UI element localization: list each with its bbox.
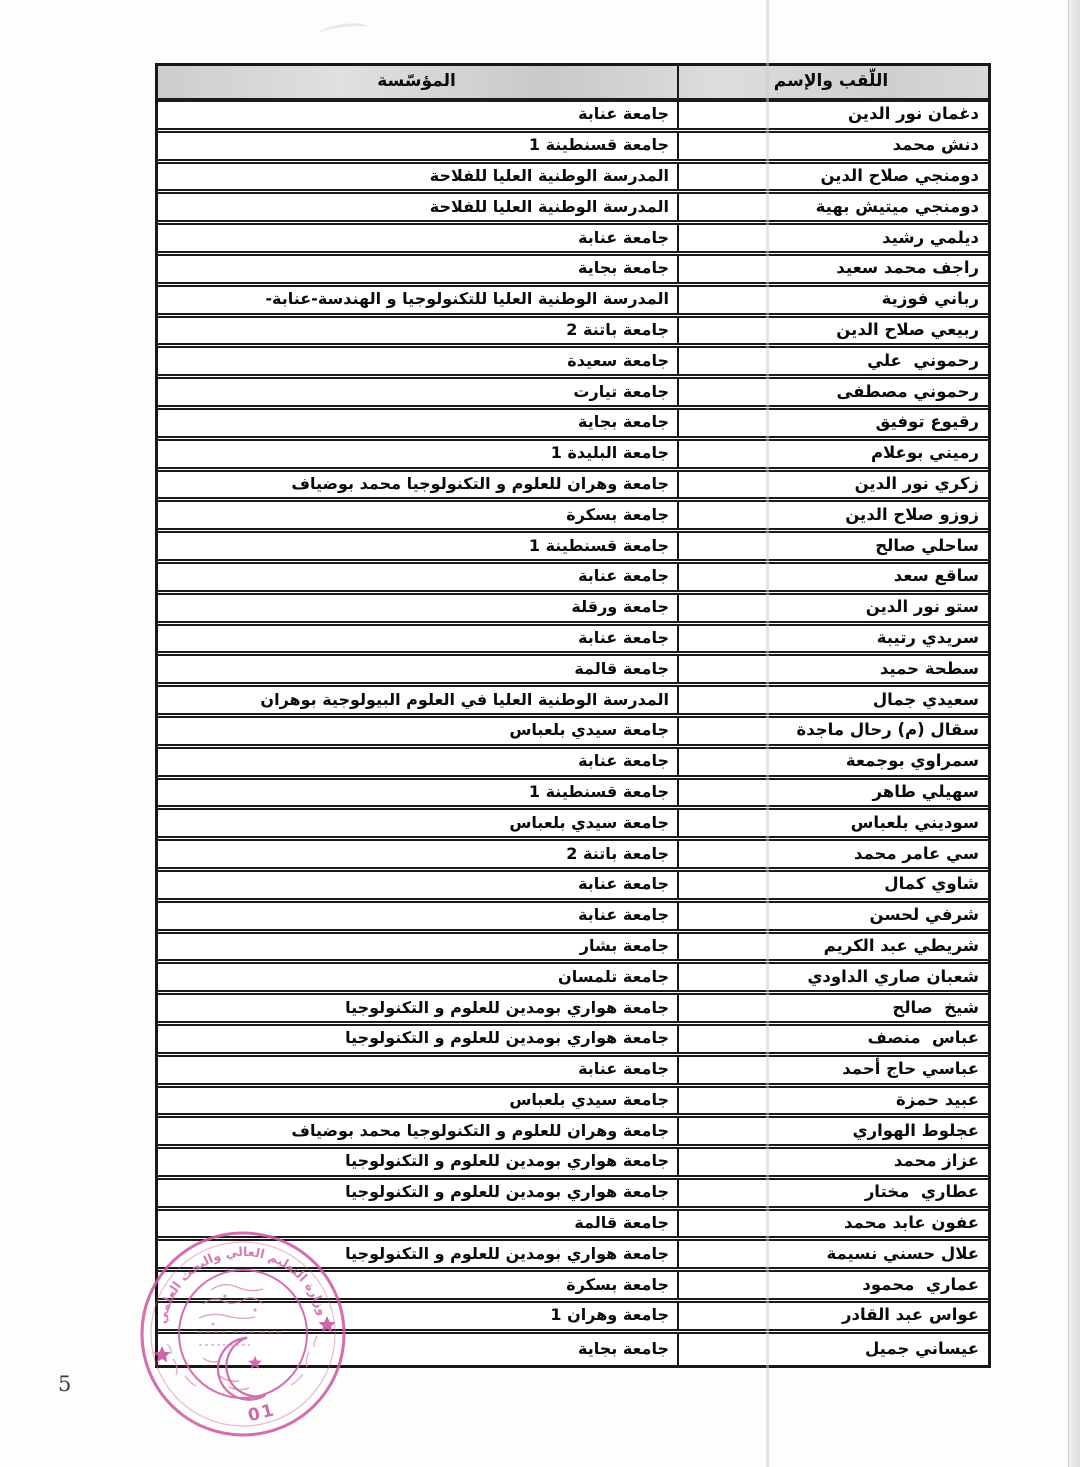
cell-institution: جامعة قسنطينة 1 xyxy=(528,781,669,801)
table-row xyxy=(158,964,988,995)
paper-fold-line xyxy=(766,0,769,1467)
table-row xyxy=(158,225,988,256)
table-row xyxy=(158,410,988,441)
cell-name: عماري محمود xyxy=(677,1272,988,1298)
header-cell-name-surname: اللّقب والإسم xyxy=(677,66,988,98)
cell-name: رباني فوزية xyxy=(677,287,988,313)
cell-name: ساحلي صالح xyxy=(677,533,988,559)
cell-name: راجف محمد سعيد xyxy=(677,256,988,282)
cell-institution: جامعة بسكرة xyxy=(566,504,669,524)
stamp-center-emblem xyxy=(197,1285,282,1390)
cell-name: ساقع سعد xyxy=(677,564,988,590)
cell-name: شريطي عبد الكريم xyxy=(677,934,988,960)
cell-institution: جامعة قسنطينة 1 xyxy=(528,135,669,155)
cell-name: شيخ صالح xyxy=(677,995,988,1021)
cell-institution: جامعة باتنة 2 xyxy=(566,843,669,863)
table-row xyxy=(158,564,988,595)
cell-name: عفون عابد محمد xyxy=(677,1211,988,1237)
crescent-icon xyxy=(210,1337,266,1408)
cell-name: ديلمي رشيد xyxy=(677,225,988,251)
page-number: 5 xyxy=(58,1372,72,1396)
table-row xyxy=(158,379,988,410)
cell-institution: جامعة قسنطينة 1 xyxy=(528,535,669,555)
cell-institution: جامعة وهران 1 xyxy=(550,1305,669,1325)
table-row xyxy=(158,348,988,379)
crescent-star-icon xyxy=(248,1356,262,1369)
page-edge-shading xyxy=(1068,0,1080,1467)
cell-name: ستو نور الدين xyxy=(677,595,988,621)
table-row xyxy=(158,656,988,687)
table-row xyxy=(158,995,988,1026)
table-row xyxy=(158,472,988,503)
table-row xyxy=(158,533,988,564)
stamp-number: 01 xyxy=(245,1400,278,1427)
cell-name: زوزو صلاح الدين xyxy=(677,502,988,528)
cell-institution: جامعة بسكرة xyxy=(566,1274,669,1294)
staff-institution-table xyxy=(155,63,991,1368)
cell-name: سطحة حميد xyxy=(677,656,988,682)
cell-institution: جامعة عنابة xyxy=(578,227,669,247)
cell-institution: جامعة وهران للعلوم و التكنولوجيا محمد بوضياف xyxy=(291,1120,669,1140)
table-row xyxy=(158,1026,988,1057)
table-row xyxy=(158,194,988,225)
cell-name: عباس منصف xyxy=(677,1026,988,1052)
cell-institution: المدرسة الوطنية العليا للفلاحة xyxy=(429,165,669,185)
cell-name: شرفي لحسن xyxy=(677,903,988,929)
cell-institution: جامعة سعيدة xyxy=(567,350,669,370)
stamp-lower-calligraphy xyxy=(167,1336,317,1386)
cell-institution: جامعة عنابة xyxy=(578,905,669,925)
cell-name: سعيدي جمال xyxy=(677,687,988,713)
table-row xyxy=(158,133,988,164)
table-row xyxy=(158,780,988,811)
cell-name: سهيلي طاهر xyxy=(677,780,988,806)
stamp-star-right-icon xyxy=(318,1316,335,1332)
cell-institution: جامعة قالمة xyxy=(574,1213,669,1233)
stamp-outer-circle xyxy=(142,1233,344,1435)
cell-institution: جامعة هواري بومدين للعلوم و التكنولوجيا xyxy=(345,1182,669,1202)
cell-institution: جامعة سيدي بلعباس xyxy=(509,720,669,740)
cell-institution: جامعة هواري بومدين للعلوم و التكنولوجيا xyxy=(345,1243,669,1263)
table-rows xyxy=(158,102,988,1365)
cell-institution: جامعة وهران للعلوم و التكنولوجيا محمد بوضياف xyxy=(291,473,669,493)
table-row xyxy=(158,1057,988,1088)
cell-institution: جامعة سيدي بلعباس xyxy=(509,812,669,832)
cell-institution: جامعة عنابة xyxy=(578,566,669,586)
cell-name: رحموني علي xyxy=(677,348,988,374)
cell-name: سوديني بلعباس xyxy=(677,810,988,836)
table-row xyxy=(158,595,988,626)
cell-name: رميني بوعلام xyxy=(677,441,988,467)
cell-name: عطاري مختار xyxy=(677,1180,988,1206)
cell-name: رحموني مصطفى xyxy=(677,379,988,405)
cell-institution: جامعة عنابة xyxy=(578,751,669,771)
cell-name: عواس عبد القادر xyxy=(677,1303,988,1329)
table-row xyxy=(158,441,988,472)
cell-institution: المدرسة الوطنية العليا للتكنولوجيا و الهندسة-عنابة- xyxy=(265,289,669,309)
cell-institution: جامعة عنابة xyxy=(578,627,669,647)
cell-name: سريدي رتيبة xyxy=(677,626,988,652)
cell-institution: جامعة بشار xyxy=(579,935,669,955)
cell-name: عجلوط الهواري xyxy=(677,1118,988,1144)
table-row xyxy=(158,1118,988,1149)
cell-name: رقيوع توفيق xyxy=(677,410,988,436)
cell-name: دومنجي ميتيش بهية xyxy=(677,194,988,220)
cell-institution: جامعة هواري بومدين للعلوم و التكنولوجيا xyxy=(345,1151,669,1171)
cell-name: عيساني جميل xyxy=(677,1334,988,1365)
cell-name: دغمان نور الدين xyxy=(677,102,988,128)
stamp-arc-text: وزارة التعليم العالي والبحث العلمي xyxy=(153,1243,331,1325)
cell-name: شعبان صاري الداودي xyxy=(677,964,988,990)
cell-institution: جامعة تلمسان xyxy=(558,966,669,986)
header-cell-institution: المؤسّسة xyxy=(377,70,456,91)
cell-institution: جامعة قالمة xyxy=(574,658,669,678)
cell-name: علال حسني نسيمة xyxy=(677,1241,988,1267)
table-row xyxy=(158,502,988,533)
table-row xyxy=(158,102,988,133)
table-row xyxy=(158,318,988,349)
table-row xyxy=(158,1180,988,1211)
cell-institution: المدرسة الوطنية العليا في العلوم البيولوجية بوهران xyxy=(260,689,669,709)
official-stamp xyxy=(133,1224,353,1444)
cell-institution: جامعة تيارت xyxy=(573,381,669,401)
table-row xyxy=(158,256,988,287)
table-row xyxy=(158,749,988,780)
table-row xyxy=(158,1088,988,1119)
cell-institution: جامعة بجاية xyxy=(577,1338,669,1358)
cell-institution: المدرسة الوطنية العليا للفلاحة xyxy=(429,196,669,216)
cell-institution: جامعة سيدي بلعباس xyxy=(509,1089,669,1109)
table-row xyxy=(158,164,988,195)
table-row xyxy=(158,810,988,841)
cell-name: سمراوي بوجمعة xyxy=(677,749,988,775)
cell-institution: جامعة بجاية xyxy=(577,258,669,278)
table-row xyxy=(158,903,988,934)
cell-name: دومنجي صلاح الدين xyxy=(677,164,988,190)
stamp-star-left-icon xyxy=(153,1346,170,1362)
table-row xyxy=(158,934,988,965)
cell-institution: جامعة ورقلة xyxy=(571,597,669,617)
table-row xyxy=(158,687,988,718)
cell-name: دنش محمد xyxy=(677,133,988,159)
cell-name: سي عامر محمد xyxy=(677,841,988,867)
cell-name: شاوي كمال xyxy=(677,872,988,898)
cell-institution: جامعة البليدة 1 xyxy=(550,443,669,463)
table-row xyxy=(158,718,988,749)
cell-name: سقال (م) رحال ماجدة xyxy=(677,718,988,744)
table-row xyxy=(158,841,988,872)
table-header-row xyxy=(158,66,988,102)
cell-name: عزاز محمد xyxy=(677,1149,988,1175)
cell-name: زكري نور الدين xyxy=(677,472,988,498)
cell-name: ربيعي صلاح الدين xyxy=(677,318,988,344)
cell-institution: جامعة هواري بومدين للعلوم و التكنولوجيا xyxy=(345,1028,669,1048)
cell-institution: جامعة عنابة xyxy=(578,874,669,894)
table-row xyxy=(158,1149,988,1180)
cell-institution: جامعة عنابة xyxy=(578,1059,669,1079)
cell-institution: جامعة باتنة 2 xyxy=(566,319,669,339)
cell-institution: جامعة بجاية xyxy=(577,412,669,432)
table-row xyxy=(158,626,988,657)
cell-name: عبيد حمزة xyxy=(677,1088,988,1114)
cell-institution: جامعة عنابة xyxy=(578,104,669,124)
cell-name: عباسي حاج أحمد xyxy=(677,1057,988,1083)
table-row xyxy=(158,287,988,318)
scan-smudge-mark xyxy=(317,21,370,42)
cell-institution: جامعة هواري بومدين للعلوم و التكنولوجيا xyxy=(345,997,669,1017)
table-row xyxy=(158,872,988,903)
